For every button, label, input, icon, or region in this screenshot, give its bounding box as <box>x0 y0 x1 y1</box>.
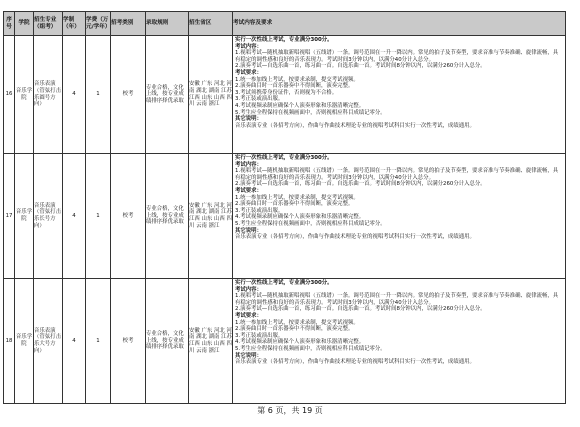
header-row <box>4 12 566 36</box>
content-line: 音乐表演专业（各招考方向），作曲与作曲技术理论专业的视唱考试科目实行一次性考试，成绩通用。 <box>235 122 475 129</box>
content-line: 2.演奏曲目时一首乐器奏中不得间断，演奏完整。 <box>235 326 354 333</box>
row-exam-content <box>233 279 566 404</box>
content-line: 4.考试视频录制应确保个人演奏形象和乐器清晰完整。 <box>235 102 365 109</box>
row-exam-type: 校考 <box>111 36 146 154</box>
content-line: 2.演奏曲目时一首乐器奏中不得间断，演奏完整。 <box>235 83 354 90</box>
content-line: 2.演奏考试—自选乐曲一首，练习曲一首。自选乐曲一首。考试时间8分钟以内，以满分260分计入总分。 <box>235 306 486 313</box>
header-major: 招生专业（组考） <box>34 12 63 36</box>
content-line: 3.考试须携带身份证件，否则视为不合格。 <box>235 89 338 96</box>
content-line: 3.考正装或演出服。 <box>235 332 284 339</box>
content-line: 3.考正装或演出服。 <box>235 207 284 214</box>
content-line: 实行一次性线上考试，专业满分300分。 <box>235 155 333 161</box>
header-content: 考试内容及要求 <box>233 12 566 36</box>
header-years: 学制（年） <box>63 12 86 36</box>
content-line: 其它说明： <box>235 352 262 359</box>
row-admission-rule: 专业合格，文化上线，按专业成绩排序择优录取 <box>146 279 189 404</box>
header-college: 学院 <box>15 12 34 36</box>
content-line: 考试内容： <box>235 161 262 168</box>
content-line: 考试要求： <box>235 312 262 319</box>
header-exam-type: 招考类别 <box>111 12 146 36</box>
row-years: 4 <box>63 279 86 404</box>
table-row <box>4 279 566 404</box>
content-line: 5.考生应全程保持在视频画面中，否则视相应科目成绩记零分。 <box>235 345 386 352</box>
content-line: 5.考生应全程保持在视频画面中，否则视相应科目成绩记零分。 <box>235 109 386 116</box>
content-line: 考试内容： <box>235 286 262 293</box>
content-line: 2.演奏曲目时一首乐器奏中不得间断，演奏完整。 <box>235 201 354 208</box>
content-line: 1.统一参加线上考试，按要求录制，提交考试视频。 <box>235 319 359 326</box>
content-line: 2.演奏考试—自选乐曲一首，练习曲一首。自选乐曲一首。考试时间8分钟以内，以满分260分计入总分。 <box>235 181 486 188</box>
content-line: 考试要求： <box>235 69 262 76</box>
row-provinces: 安徽 广东 河北 河南 湖北 湖南 江苏 江西 山东 山西 四川 云南 浙江 <box>189 279 233 404</box>
row-no: 18 <box>4 279 15 404</box>
row-no: 16 <box>4 36 15 154</box>
row-exam-content <box>233 154 566 279</box>
content-line: 实行一次性线上考试，专业满分300分。 <box>235 280 333 286</box>
table-row <box>4 36 566 154</box>
row-provinces: 安徽 广东 河北 河南 湖北 湖南 江苏 江西 山东 山西 四川 云南 浙江 <box>189 154 233 279</box>
content-line: 其它说明： <box>235 116 262 123</box>
row-exam-content <box>233 36 566 154</box>
row-fee: 1 <box>86 279 111 404</box>
content-line: 4.考试视频录制应确保个人演奏形象和乐器清晰完整。 <box>235 339 365 346</box>
header-admission-rule: 录取规则 <box>146 12 189 36</box>
row-fee: 1 <box>86 154 111 279</box>
row-exam-type: 校考 <box>111 279 146 404</box>
header-provinces: 招生省区 <box>189 12 233 36</box>
header-no: 序号 <box>4 12 15 36</box>
content-line: 1.视唱考试—随机抽取新唱视唱（五线谱）一条。调号范围在一升一降以内。常见的拍子及节奏型，要求音准与节奏准确、旋律流畅，具有稳定的调性感和良好的音乐表现力。考试时间3分钟以内，以满分40分计入总分。 <box>235 168 559 181</box>
row-major: 音乐表演（管弦打击乐长号方向） <box>34 154 63 279</box>
content-line: 4.考试视频录制应确保个人演奏形象和乐器清晰完整。 <box>235 214 365 221</box>
row-no: 17 <box>4 154 15 279</box>
page-number: 第 6 页，共 19 页 <box>257 406 323 415</box>
content-line: 实行一次性线上考试，专业满分300分。 <box>235 37 333 43</box>
row-exam-type: 校考 <box>111 154 146 279</box>
content-line: 音乐表演专业（各招考方向），作曲与作曲技术理论专业的视唱考试科目实行一次性考试，成绩通用。 <box>235 234 475 241</box>
content-line: 其它说明： <box>235 227 262 234</box>
admissions-table <box>3 11 566 404</box>
row-fee: 1 <box>86 36 111 154</box>
content-line: 5.考生应全程保持在视频画面中，否则视相应科目成绩记零分。 <box>235 220 386 227</box>
content-line: 1.统一参加线上考试，按要求录制，提交考试视频。 <box>235 76 359 83</box>
row-years: 4 <box>63 154 86 279</box>
content-line: 1.视唱考试—随机抽取新唱视唱（五线谱）一条。调号范围在一升一降以内。常见的拍子及节奏型，要求音准与节奏准确、旋律流畅，具有稳定的调性感和良好的音乐表现力。考试时间3分钟以内，以满分40分计入总分。 <box>235 50 559 63</box>
row-admission-rule: 专业合格，文化上线，按专业成绩排序择优录取 <box>146 36 189 154</box>
row-college: 音乐学院 <box>15 36 34 154</box>
content-line: 2.演奏考试—自选乐曲一首，练习曲一首。自选乐曲一首。考试时间8分钟以内，以满分260分计入总分。 <box>235 63 486 70</box>
content-line: 考试内容： <box>235 43 262 50</box>
header-fee: 学费（万元/学年） <box>86 12 111 36</box>
row-college: 音乐学院 <box>15 154 34 279</box>
row-provinces: 安徽 广东 河北 河南 湖北 湖南 江苏 江西 山东 山西 四川 云南 浙江 <box>189 36 233 154</box>
table-row <box>4 154 566 279</box>
content-line: 1.视唱考试—随机抽取新唱视唱（五线谱）一条。调号范围在一升一降以内。常见的拍子及节奏型，要求音准与节奏准确、旋律流畅，具有稳定的调性感和良好的音乐表现力。考试时间3分钟以内，以满分40分计入总分。 <box>235 293 559 306</box>
content-line: 1.统一参加线上考试，按要求录制，提交考试视频。 <box>235 194 359 201</box>
row-major: 音乐表演（管弦打击乐圆号方向） <box>34 36 63 154</box>
row-years: 4 <box>63 36 86 154</box>
row-college: 音乐学院 <box>15 279 34 404</box>
content-line: 音乐表演专业（各招考方向），作曲与作曲技术理论专业的视唱考试科目实行一次性考试，成绩通用。 <box>235 359 475 366</box>
row-admission-rule: 专业合格，文化上线，按专业成绩排序择优录取 <box>146 154 189 279</box>
row-major: 音乐表演（管弦打击乐大号方向） <box>34 279 63 404</box>
content-line: 3.考正装或演出服。 <box>235 96 284 103</box>
content-line: 考试要求： <box>235 187 262 194</box>
